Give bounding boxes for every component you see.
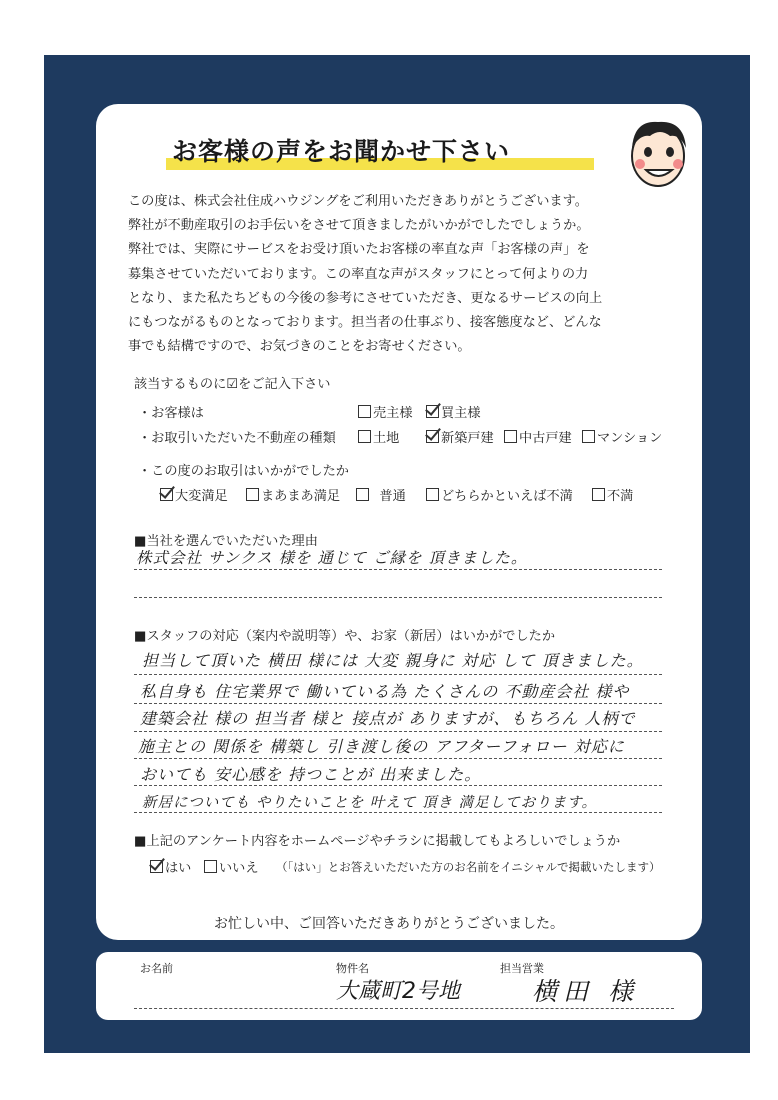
checked-box-icon (160, 488, 173, 501)
property-label: 物件名 (336, 962, 369, 975)
option-label: 大変満足 (175, 489, 228, 504)
checkbox-icon (204, 860, 217, 873)
checked-box-icon (150, 860, 163, 873)
checkbox-icon (246, 488, 259, 501)
option-label: はい (165, 861, 192, 876)
page-title: お客様の声をお聞かせ下さい (172, 137, 511, 166)
option-label: まあまあ満足 (261, 489, 341, 504)
reason-answer: 株式会社 サンクス 様を 通じて ご縁を 頂きました。 (136, 549, 528, 567)
intro-text (128, 190, 688, 359)
checkbox-mansion[interactable] (582, 427, 662, 446)
name-label: お名前 (140, 962, 173, 975)
intro-line: 弊社が不動産取引のお手伝いをさせて頂きましたがいかがでしたでしょうか。 (128, 218, 590, 234)
intro-line: 募集させていただいております。この率直な声がスタッフにとって何よりの力 (128, 266, 589, 282)
answer-line (134, 785, 662, 786)
answer-line (134, 703, 662, 704)
option-label: 不満 (607, 489, 634, 504)
answer-line (134, 674, 662, 675)
option-label: マンション (597, 431, 663, 446)
answer-line (134, 812, 662, 813)
option-label: どちらかといえば不満 (441, 489, 573, 504)
signature-line (134, 1008, 674, 1009)
customer-type-label: ・お客様は (138, 406, 204, 421)
checkbox-unsatisfied[interactable] (592, 485, 633, 504)
sales-label: 担当営業 (500, 962, 544, 975)
instruction-text: 該当するものに☑をご記入下さい (134, 377, 331, 392)
checked-box-icon (426, 430, 439, 443)
checkbox-new-house[interactable] (426, 427, 494, 446)
option-label: 買主様 (441, 406, 481, 421)
checked-box-icon (426, 405, 439, 418)
cartoon-face-icon (620, 112, 696, 192)
checkbox-buyer[interactable] (426, 402, 481, 421)
option-label: 中古戸建 (519, 431, 572, 446)
option-label: 普通 (379, 489, 406, 504)
answer-line (134, 597, 662, 598)
checkbox-icon (582, 430, 595, 443)
answer-line (134, 758, 662, 759)
intro-line: 弊社では、実際にサービスをお受け頂いたお客様の率直な声「お客様の声」を (128, 242, 590, 258)
checkbox-icon (358, 430, 371, 443)
option-label: いいえ (219, 861, 259, 876)
staff-heading: ■スタッフの対応（案内や説明等）や、お家（新居）はいかがでしたか (134, 629, 556, 644)
checkbox-land[interactable] (358, 427, 399, 446)
checkbox-icon (504, 430, 517, 443)
checkbox-average[interactable] (356, 485, 406, 504)
checkbox-rather-unsatisfied[interactable] (426, 485, 573, 504)
answer-line (134, 569, 662, 570)
intro-line: となり、また私たちどもの今後の参考にさせていただき、更なるサービスの向上 (128, 290, 603, 306)
checkbox-icon (358, 405, 371, 418)
staff-answer-line: 建築会社 様の 担当者 様と 接点が ありますが、もちろん 人柄で (140, 709, 636, 728)
staff-answer-line: おいても 安心感を 持つことが 出来ました。 (140, 765, 482, 784)
answer-line (134, 731, 662, 732)
property-type-label: ・お取引いただいた不動産の種類 (138, 431, 336, 446)
intro-line: にもつながるものとなっております。担当者の仕事ぶり、接客態度など、どんな (128, 315, 602, 331)
property-value: 大蔵町2号地 (336, 979, 460, 1004)
reason-heading: ■当社を選んでいただいた理由 (134, 534, 318, 549)
consent-note: （「はい」とお答えいただいた方のお名前をイニシャルで掲載いたします） (276, 860, 661, 874)
checkbox-very-satisfied[interactable] (160, 485, 228, 504)
intro-line: この度は、株式会社住成ハウジングをご利用いただきありがとうございます。 (128, 194, 588, 209)
checkbox-consent-no[interactable] (204, 857, 259, 876)
checkbox-icon (426, 488, 439, 501)
staff-answer-line: 担当して頂いた 横田 様には 大変 親身に 対応 して 頂きました。 (142, 651, 644, 670)
satisfaction-label: ・この度のお取引はいかがでしたか (138, 464, 349, 479)
staff-answer-line: 私自身も 住宅業界で 働いている為 たくさんの 不動産会社 様や (140, 682, 630, 701)
checkbox-used-house[interactable] (504, 427, 572, 446)
closing-message: お忙しい中、ご回答いただきありがとうございました。 (214, 916, 564, 932)
option-label: 新築戸建 (441, 431, 494, 446)
checkbox-consent-yes[interactable] (150, 857, 191, 876)
checkbox-icon (356, 488, 369, 501)
checkbox-icon (592, 488, 605, 501)
staff-answer-line: 施主との 関係を 構築し 引き渡し後の アフターフォロー 対応に (138, 737, 625, 756)
consent-heading: ■上記のアンケート内容をホームページやチラシに掲載してもよろしいでしょうか (134, 834, 621, 849)
sales-value: 横田 様 (532, 977, 639, 1006)
option-label: 売主様 (373, 406, 413, 421)
checkbox-somewhat-satisfied[interactable] (246, 485, 340, 504)
staff-answer-line: 新居についても やりたいことを 叶えて 頂き 満足しております。 (142, 795, 597, 811)
option-label: 土地 (373, 431, 400, 446)
intro-line: 事でも結構ですので、お気づきのことをお寄せください。 (128, 339, 471, 355)
checkbox-seller[interactable] (358, 402, 413, 421)
